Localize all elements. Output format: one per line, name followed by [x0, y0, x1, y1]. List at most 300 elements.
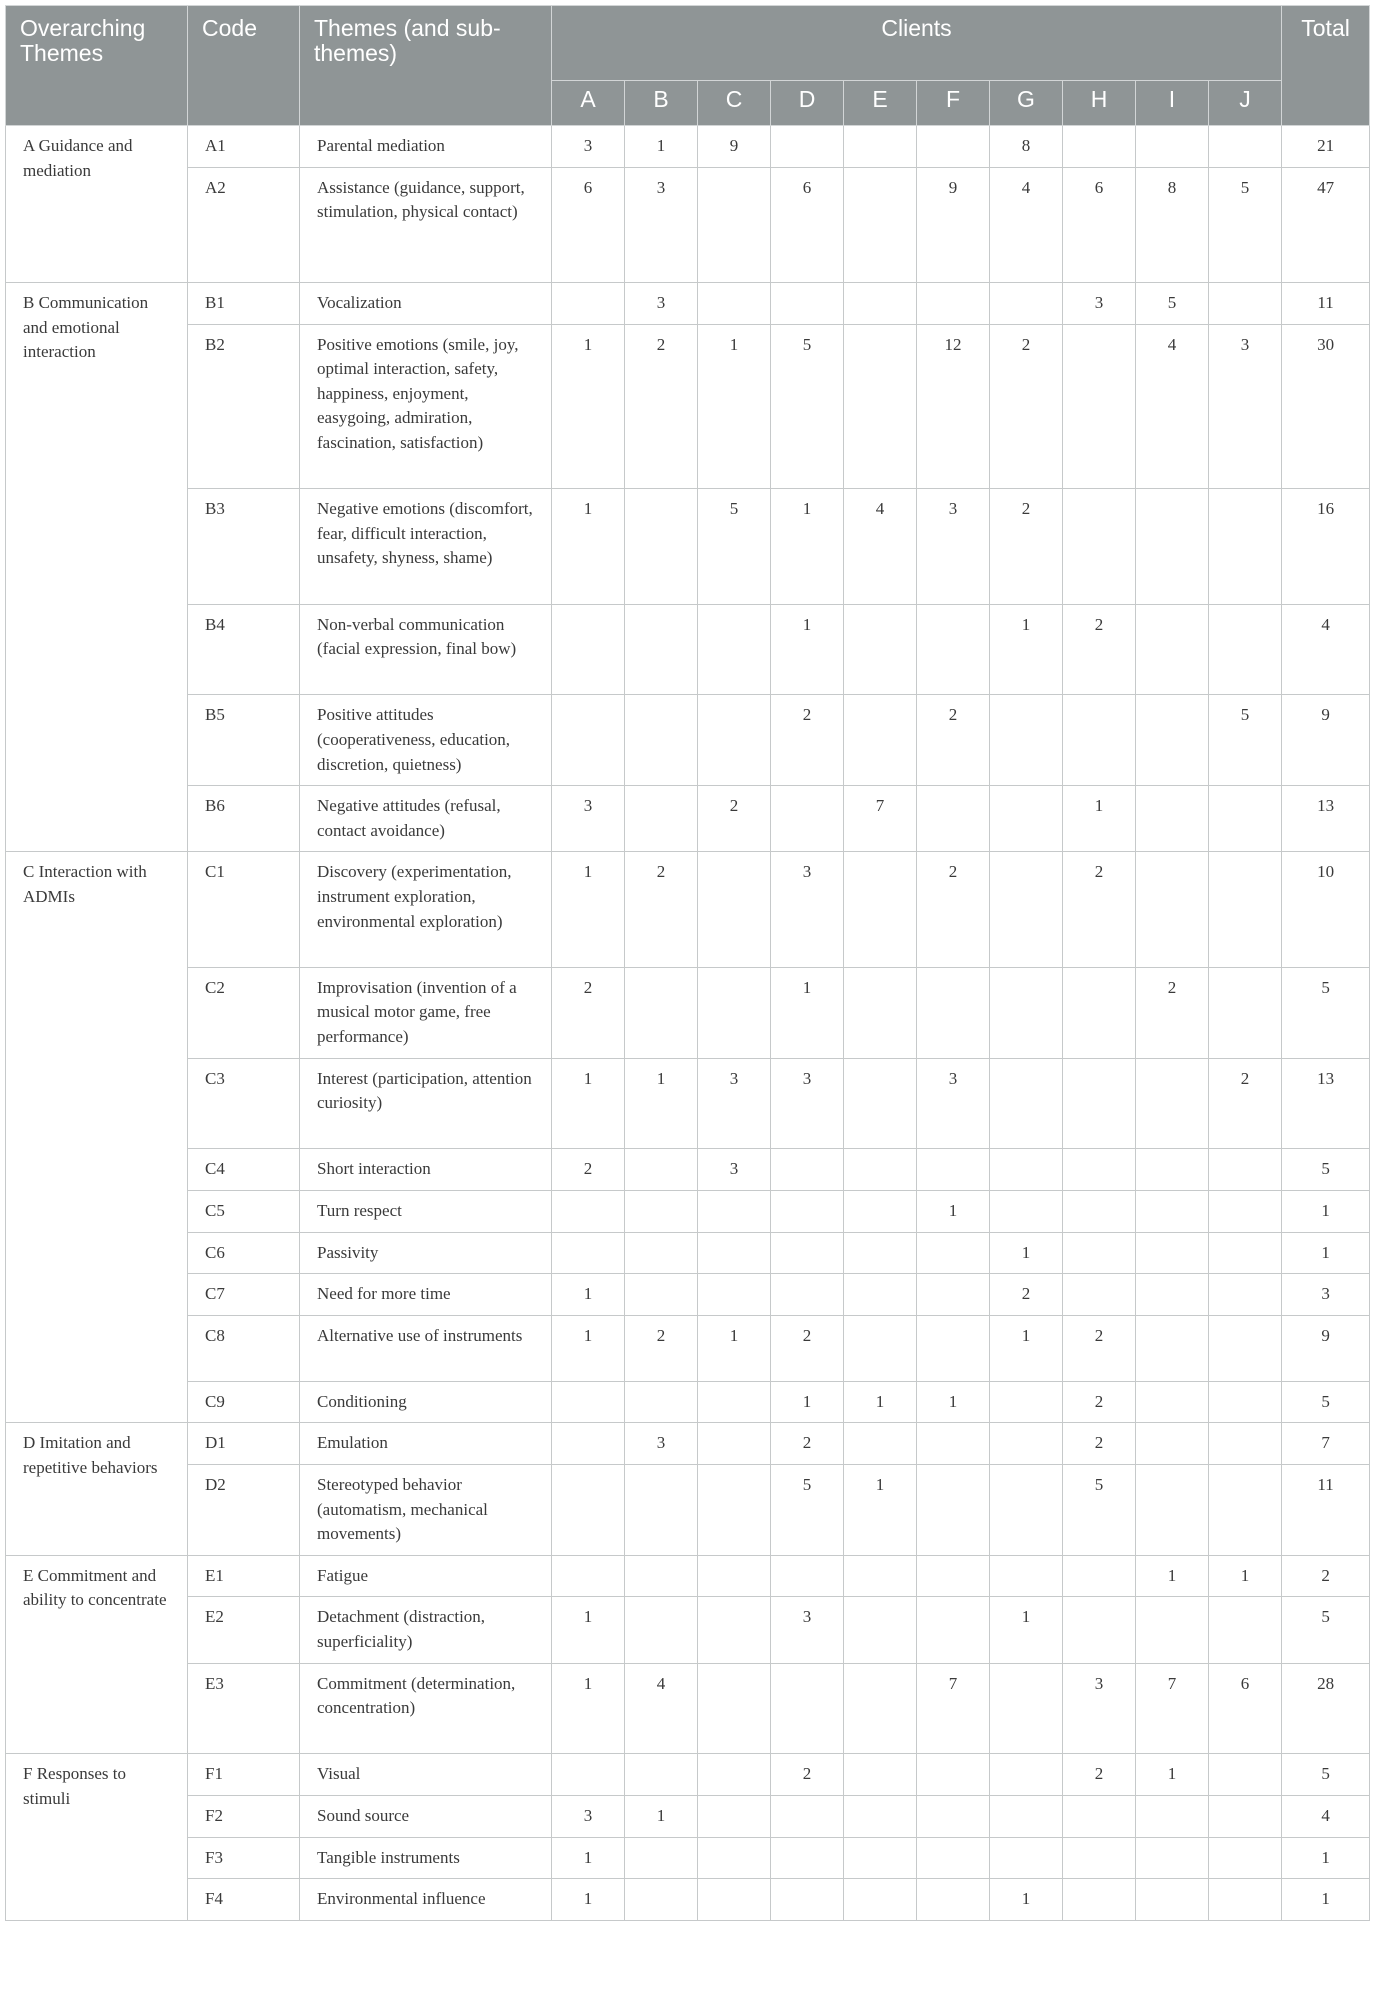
count-cell-d — [771, 1663, 844, 1754]
sub-theme-cell: Improvisation (invention of a musical motor game, free performance) — [300, 967, 552, 1058]
count-cell-g: 1 — [990, 1232, 1063, 1274]
count-cell-e — [844, 1837, 917, 1879]
table-row — [6, 1274, 1370, 1316]
count-cell-e — [844, 852, 917, 967]
count-cell-a: 1 — [552, 1274, 625, 1316]
code-cell: C1 — [188, 852, 300, 967]
count-cell-e — [844, 1058, 917, 1149]
count-cell-f — [917, 1555, 990, 1597]
count-cell-c — [698, 282, 771, 324]
table-row — [6, 1149, 1370, 1191]
client-header-h: H — [1063, 81, 1136, 126]
count-cell-e — [844, 604, 917, 695]
count-cell-a — [552, 695, 625, 786]
count-cell-e — [844, 126, 917, 168]
count-cell-g — [990, 1837, 1063, 1879]
count-cell-f — [917, 1754, 990, 1796]
sub-theme-cell: Stereotyped behavior (automatism, mechanical movements) — [300, 1465, 552, 1556]
count-cell-e: 4 — [844, 489, 917, 604]
count-cell-h: 3 — [1063, 1663, 1136, 1754]
client-header-b: B — [625, 81, 698, 126]
count-cell-h: 2 — [1063, 852, 1136, 967]
count-cell-j: 5 — [1209, 695, 1282, 786]
count-cell-i — [1136, 1423, 1209, 1465]
count-cell-b: 3 — [625, 167, 698, 282]
col-total: Total — [1282, 6, 1370, 126]
count-cell-j — [1209, 1149, 1282, 1191]
count-cell-b — [625, 1837, 698, 1879]
count-cell-a — [552, 282, 625, 324]
count-cell-e — [844, 1190, 917, 1232]
count-cell-f — [917, 126, 990, 168]
count-cell-e — [844, 1315, 917, 1381]
count-cell-h — [1063, 1796, 1136, 1838]
sub-theme-cell: Positive attitudes (cooperativeness, education, discretion, quietness) — [300, 695, 552, 786]
sub-theme-cell: Parental mediation — [300, 126, 552, 168]
total-cell: 3 — [1282, 1274, 1370, 1316]
count-cell-b: 1 — [625, 1796, 698, 1838]
code-cell: F4 — [188, 1879, 300, 1921]
count-cell-h — [1063, 489, 1136, 604]
count-cell-d: 6 — [771, 167, 844, 282]
count-cell-b: 2 — [625, 852, 698, 967]
count-cell-d: 2 — [771, 1423, 844, 1465]
count-cell-j — [1209, 1274, 1282, 1316]
code-cell: B5 — [188, 695, 300, 786]
overarching-theme-cell: D Imitation and repetitive behaviors — [6, 1423, 188, 1555]
count-cell-h: 3 — [1063, 282, 1136, 324]
count-cell-i: 1 — [1136, 1555, 1209, 1597]
table-row — [6, 695, 1370, 786]
table-row — [6, 1423, 1370, 1465]
count-cell-j — [1209, 1381, 1282, 1423]
count-cell-a: 1 — [552, 1879, 625, 1921]
table-header — [6, 6, 1370, 126]
count-cell-f: 9 — [917, 167, 990, 282]
col-overarching: Overarching Themes — [6, 6, 188, 126]
count-cell-d — [771, 1796, 844, 1838]
count-cell-e — [844, 1232, 917, 1274]
code-cell: C3 — [188, 1058, 300, 1149]
count-cell-d: 5 — [771, 324, 844, 489]
total-cell: 1 — [1282, 1879, 1370, 1921]
overarching-theme-cell: A Guidance and mediation — [6, 126, 188, 283]
count-cell-c — [698, 1465, 771, 1556]
count-cell-d: 2 — [771, 1315, 844, 1381]
count-cell-d — [771, 1274, 844, 1316]
count-cell-g: 1 — [990, 1597, 1063, 1663]
code-cell: E1 — [188, 1555, 300, 1597]
count-cell-g: 2 — [990, 1274, 1063, 1316]
table-row — [6, 1465, 1370, 1556]
count-cell-j — [1209, 1796, 1282, 1838]
total-cell: 13 — [1282, 786, 1370, 852]
count-cell-f: 7 — [917, 1663, 990, 1754]
total-cell: 30 — [1282, 324, 1370, 489]
table-row — [6, 786, 1370, 852]
count-cell-d: 2 — [771, 695, 844, 786]
code-cell: F2 — [188, 1796, 300, 1838]
count-cell-h: 2 — [1063, 604, 1136, 695]
count-cell-g: 2 — [990, 489, 1063, 604]
count-cell-a: 1 — [552, 852, 625, 967]
sub-theme-cell: Positive emotions (smile, joy, optimal interaction, safety, happiness, enjoyment, easygoing, admiration, fascination, satisfaction) — [300, 324, 552, 489]
table-row — [6, 1381, 1370, 1423]
overarching-theme-cell: F Responses to stimuli — [6, 1754, 188, 1920]
table-body — [6, 126, 1370, 1921]
table-row — [6, 1315, 1370, 1381]
table-row — [6, 1555, 1370, 1597]
code-cell: D1 — [188, 1423, 300, 1465]
count-cell-a: 1 — [552, 489, 625, 604]
count-cell-b: 4 — [625, 1663, 698, 1754]
code-cell: C4 — [188, 1149, 300, 1191]
count-cell-g — [990, 1754, 1063, 1796]
count-cell-c — [698, 1381, 771, 1423]
count-cell-b — [625, 967, 698, 1058]
count-cell-a: 1 — [552, 1837, 625, 1879]
total-cell: 13 — [1282, 1058, 1370, 1149]
total-cell: 4 — [1282, 604, 1370, 695]
sub-theme-cell: Passivity — [300, 1232, 552, 1274]
count-cell-f: 12 — [917, 324, 990, 489]
count-cell-h: 5 — [1063, 1465, 1136, 1556]
count-cell-j — [1209, 1754, 1282, 1796]
total-cell: 11 — [1282, 282, 1370, 324]
total-cell: 47 — [1282, 167, 1370, 282]
count-cell-e — [844, 1597, 917, 1663]
count-cell-c — [698, 1663, 771, 1754]
count-cell-c: 1 — [698, 1315, 771, 1381]
count-cell-b — [625, 1149, 698, 1191]
count-cell-j: 6 — [1209, 1663, 1282, 1754]
table-row — [6, 489, 1370, 604]
count-cell-j: 2 — [1209, 1058, 1282, 1149]
count-cell-d — [771, 282, 844, 324]
count-cell-b — [625, 1274, 698, 1316]
count-cell-b: 2 — [625, 1315, 698, 1381]
client-header-d: D — [771, 81, 844, 126]
count-cell-f: 1 — [917, 1190, 990, 1232]
count-cell-b — [625, 1754, 698, 1796]
count-cell-f — [917, 604, 990, 695]
count-cell-a — [552, 604, 625, 695]
count-cell-d: 2 — [771, 1754, 844, 1796]
count-cell-e — [844, 324, 917, 489]
client-header-g: G — [990, 81, 1063, 126]
total-cell: 9 — [1282, 695, 1370, 786]
count-cell-b — [625, 1879, 698, 1921]
count-cell-j: 5 — [1209, 167, 1282, 282]
count-cell-d — [771, 786, 844, 852]
total-cell: 5 — [1282, 1381, 1370, 1423]
count-cell-a — [552, 1423, 625, 1465]
count-cell-c — [698, 967, 771, 1058]
sub-theme-cell: Environmental influence — [300, 1879, 552, 1921]
total-cell: 11 — [1282, 1465, 1370, 1556]
sub-theme-cell: Commitment (determination, concentration) — [300, 1663, 552, 1754]
count-cell-c: 9 — [698, 126, 771, 168]
count-cell-g — [990, 786, 1063, 852]
sub-theme-cell: Sound source — [300, 1796, 552, 1838]
col-themes: Themes (and sub-themes) — [300, 6, 552, 126]
sub-theme-cell: Conditioning — [300, 1381, 552, 1423]
count-cell-g — [990, 1465, 1063, 1556]
total-cell: 5 — [1282, 1149, 1370, 1191]
code-cell: B3 — [188, 489, 300, 604]
count-cell-c: 3 — [698, 1149, 771, 1191]
count-cell-i — [1136, 489, 1209, 604]
count-cell-f — [917, 1597, 990, 1663]
count-cell-b — [625, 604, 698, 695]
count-cell-c — [698, 167, 771, 282]
count-cell-a — [552, 1465, 625, 1556]
count-cell-b — [625, 1555, 698, 1597]
count-cell-h: 2 — [1063, 1423, 1136, 1465]
count-cell-b — [625, 1597, 698, 1663]
count-cell-a — [552, 1754, 625, 1796]
count-cell-h — [1063, 1058, 1136, 1149]
count-cell-g — [990, 852, 1063, 967]
count-cell-b — [625, 1381, 698, 1423]
count-cell-d: 1 — [771, 1381, 844, 1423]
count-cell-g — [990, 282, 1063, 324]
client-header-a: A — [552, 81, 625, 126]
client-header-f: F — [917, 81, 990, 126]
table-row — [6, 1796, 1370, 1838]
code-cell: E3 — [188, 1663, 300, 1754]
count-cell-e: 7 — [844, 786, 917, 852]
count-cell-i — [1136, 786, 1209, 852]
count-cell-h: 6 — [1063, 167, 1136, 282]
code-cell: C2 — [188, 967, 300, 1058]
count-cell-c — [698, 1754, 771, 1796]
count-cell-h — [1063, 695, 1136, 786]
count-cell-e — [844, 1754, 917, 1796]
count-cell-g: 1 — [990, 1879, 1063, 1921]
count-cell-g — [990, 1555, 1063, 1597]
count-cell-e — [844, 282, 917, 324]
code-cell: F3 — [188, 1837, 300, 1879]
code-cell: D2 — [188, 1465, 300, 1556]
count-cell-f — [917, 1274, 990, 1316]
count-cell-h — [1063, 1232, 1136, 1274]
table-row — [6, 967, 1370, 1058]
count-cell-c: 5 — [698, 489, 771, 604]
count-cell-a: 1 — [552, 324, 625, 489]
count-cell-d: 5 — [771, 1465, 844, 1556]
count-cell-b — [625, 695, 698, 786]
count-cell-b — [625, 1465, 698, 1556]
code-cell: C6 — [188, 1232, 300, 1274]
count-cell-c — [698, 604, 771, 695]
total-cell: 5 — [1282, 1597, 1370, 1663]
total-cell: 28 — [1282, 1663, 1370, 1754]
sub-theme-cell: Tangible instruments — [300, 1837, 552, 1879]
sub-theme-cell: Turn respect — [300, 1190, 552, 1232]
count-cell-h: 2 — [1063, 1381, 1136, 1423]
count-cell-i — [1136, 1190, 1209, 1232]
count-cell-g — [990, 967, 1063, 1058]
total-cell: 9 — [1282, 1315, 1370, 1381]
client-header-c: C — [698, 81, 771, 126]
sub-theme-cell: Visual — [300, 1754, 552, 1796]
count-cell-i — [1136, 1597, 1209, 1663]
count-cell-c — [698, 1597, 771, 1663]
count-cell-g — [990, 695, 1063, 786]
count-cell-a: 6 — [552, 167, 625, 282]
count-cell-i — [1136, 1315, 1209, 1381]
table-row — [6, 1058, 1370, 1149]
count-cell-f — [917, 1149, 990, 1191]
count-cell-b — [625, 1190, 698, 1232]
count-cell-a: 3 — [552, 126, 625, 168]
count-cell-c: 3 — [698, 1058, 771, 1149]
count-cell-e — [844, 1555, 917, 1597]
count-cell-c — [698, 1796, 771, 1838]
table-row — [6, 1837, 1370, 1879]
count-cell-i — [1136, 1381, 1209, 1423]
count-cell-j — [1209, 852, 1282, 967]
count-cell-d: 1 — [771, 604, 844, 695]
count-cell-f — [917, 1315, 990, 1381]
count-cell-i — [1136, 126, 1209, 168]
code-cell: C8 — [188, 1315, 300, 1381]
overarching-theme-cell: B Communication and emotional interaction — [6, 282, 188, 851]
count-cell-b: 2 — [625, 324, 698, 489]
count-cell-j: 1 — [1209, 1555, 1282, 1597]
sub-theme-cell: Interest (participation, attention curiosity) — [300, 1058, 552, 1149]
total-cell: 21 — [1282, 126, 1370, 168]
count-cell-j — [1209, 1190, 1282, 1232]
table-row — [6, 852, 1370, 967]
count-cell-h — [1063, 1190, 1136, 1232]
count-cell-b — [625, 489, 698, 604]
code-cell: F1 — [188, 1754, 300, 1796]
count-cell-f — [917, 967, 990, 1058]
table-row — [6, 604, 1370, 695]
count-cell-h: 1 — [1063, 786, 1136, 852]
count-cell-a: 2 — [552, 1149, 625, 1191]
count-cell-f — [917, 1837, 990, 1879]
count-cell-a — [552, 1381, 625, 1423]
count-cell-c: 1 — [698, 324, 771, 489]
table-row — [6, 1754, 1370, 1796]
sub-theme-cell: Discovery (experimentation, instrument exploration, environmental exploration) — [300, 852, 552, 967]
count-cell-a — [552, 1555, 625, 1597]
total-cell: 1 — [1282, 1190, 1370, 1232]
count-cell-j — [1209, 1423, 1282, 1465]
count-cell-a — [552, 1232, 625, 1274]
count-cell-a — [552, 1190, 625, 1232]
sub-theme-cell: Non-verbal communication (facial expression, final bow) — [300, 604, 552, 695]
count-cell-i — [1136, 1058, 1209, 1149]
code-cell: B4 — [188, 604, 300, 695]
code-cell: C7 — [188, 1274, 300, 1316]
sub-theme-cell: Need for more time — [300, 1274, 552, 1316]
count-cell-b — [625, 1232, 698, 1274]
count-cell-j — [1209, 1597, 1282, 1663]
count-cell-j — [1209, 1879, 1282, 1921]
count-cell-g — [990, 1663, 1063, 1754]
count-cell-f: 2 — [917, 852, 990, 967]
table-row — [6, 324, 1370, 489]
count-cell-i — [1136, 1879, 1209, 1921]
total-cell: 5 — [1282, 967, 1370, 1058]
count-cell-a: 3 — [552, 1796, 625, 1838]
count-cell-g: 2 — [990, 324, 1063, 489]
count-cell-h — [1063, 126, 1136, 168]
count-cell-i — [1136, 1232, 1209, 1274]
total-cell: 7 — [1282, 1423, 1370, 1465]
count-cell-j — [1209, 1232, 1282, 1274]
count-cell-i: 8 — [1136, 167, 1209, 282]
count-cell-j — [1209, 1315, 1282, 1381]
count-cell-g — [990, 1058, 1063, 1149]
themes-table — [5, 5, 1370, 1921]
count-cell-i — [1136, 1274, 1209, 1316]
total-cell: 5 — [1282, 1754, 1370, 1796]
count-cell-h — [1063, 1274, 1136, 1316]
count-cell-j — [1209, 786, 1282, 852]
col-code: Code — [188, 6, 300, 126]
code-cell: B2 — [188, 324, 300, 489]
count-cell-i: 5 — [1136, 282, 1209, 324]
count-cell-a: 2 — [552, 967, 625, 1058]
count-cell-i: 4 — [1136, 324, 1209, 489]
sub-theme-cell: Fatigue — [300, 1555, 552, 1597]
count-cell-f — [917, 1796, 990, 1838]
count-cell-f: 2 — [917, 695, 990, 786]
client-header-i: I — [1136, 81, 1209, 126]
count-cell-e: 1 — [844, 1465, 917, 1556]
code-cell: A2 — [188, 167, 300, 282]
count-cell-e — [844, 1274, 917, 1316]
count-cell-g — [990, 1149, 1063, 1191]
count-cell-j — [1209, 126, 1282, 168]
count-cell-e — [844, 1879, 917, 1921]
table-row — [6, 126, 1370, 168]
sub-theme-cell: Negative emotions (discomfort, fear, difficult interaction, unsafety, shyness, shame) — [300, 489, 552, 604]
code-cell: C9 — [188, 1381, 300, 1423]
count-cell-g: 1 — [990, 1315, 1063, 1381]
count-cell-i — [1136, 1837, 1209, 1879]
count-cell-a: 1 — [552, 1597, 625, 1663]
sub-theme-cell: Negative attitudes (refusal, contact avoidance) — [300, 786, 552, 852]
table-row — [6, 1879, 1370, 1921]
total-cell: 1 — [1282, 1837, 1370, 1879]
sub-theme-cell: Assistance (guidance, support, stimulation, physical contact) — [300, 167, 552, 282]
code-cell: B1 — [188, 282, 300, 324]
count-cell-f — [917, 1232, 990, 1274]
overarching-theme-cell: E Commitment and ability to concentrate — [6, 1555, 188, 1754]
count-cell-f — [917, 1465, 990, 1556]
count-cell-d — [771, 1837, 844, 1879]
count-cell-c — [698, 1555, 771, 1597]
count-cell-g — [990, 1190, 1063, 1232]
count-cell-b — [625, 786, 698, 852]
count-cell-i: 1 — [1136, 1754, 1209, 1796]
count-cell-f: 1 — [917, 1381, 990, 1423]
count-cell-j — [1209, 282, 1282, 324]
table-row — [6, 167, 1370, 282]
count-cell-c — [698, 1232, 771, 1274]
count-cell-e — [844, 167, 917, 282]
code-cell: B6 — [188, 786, 300, 852]
count-cell-j — [1209, 967, 1282, 1058]
count-cell-f — [917, 1879, 990, 1921]
count-cell-b: 1 — [625, 126, 698, 168]
